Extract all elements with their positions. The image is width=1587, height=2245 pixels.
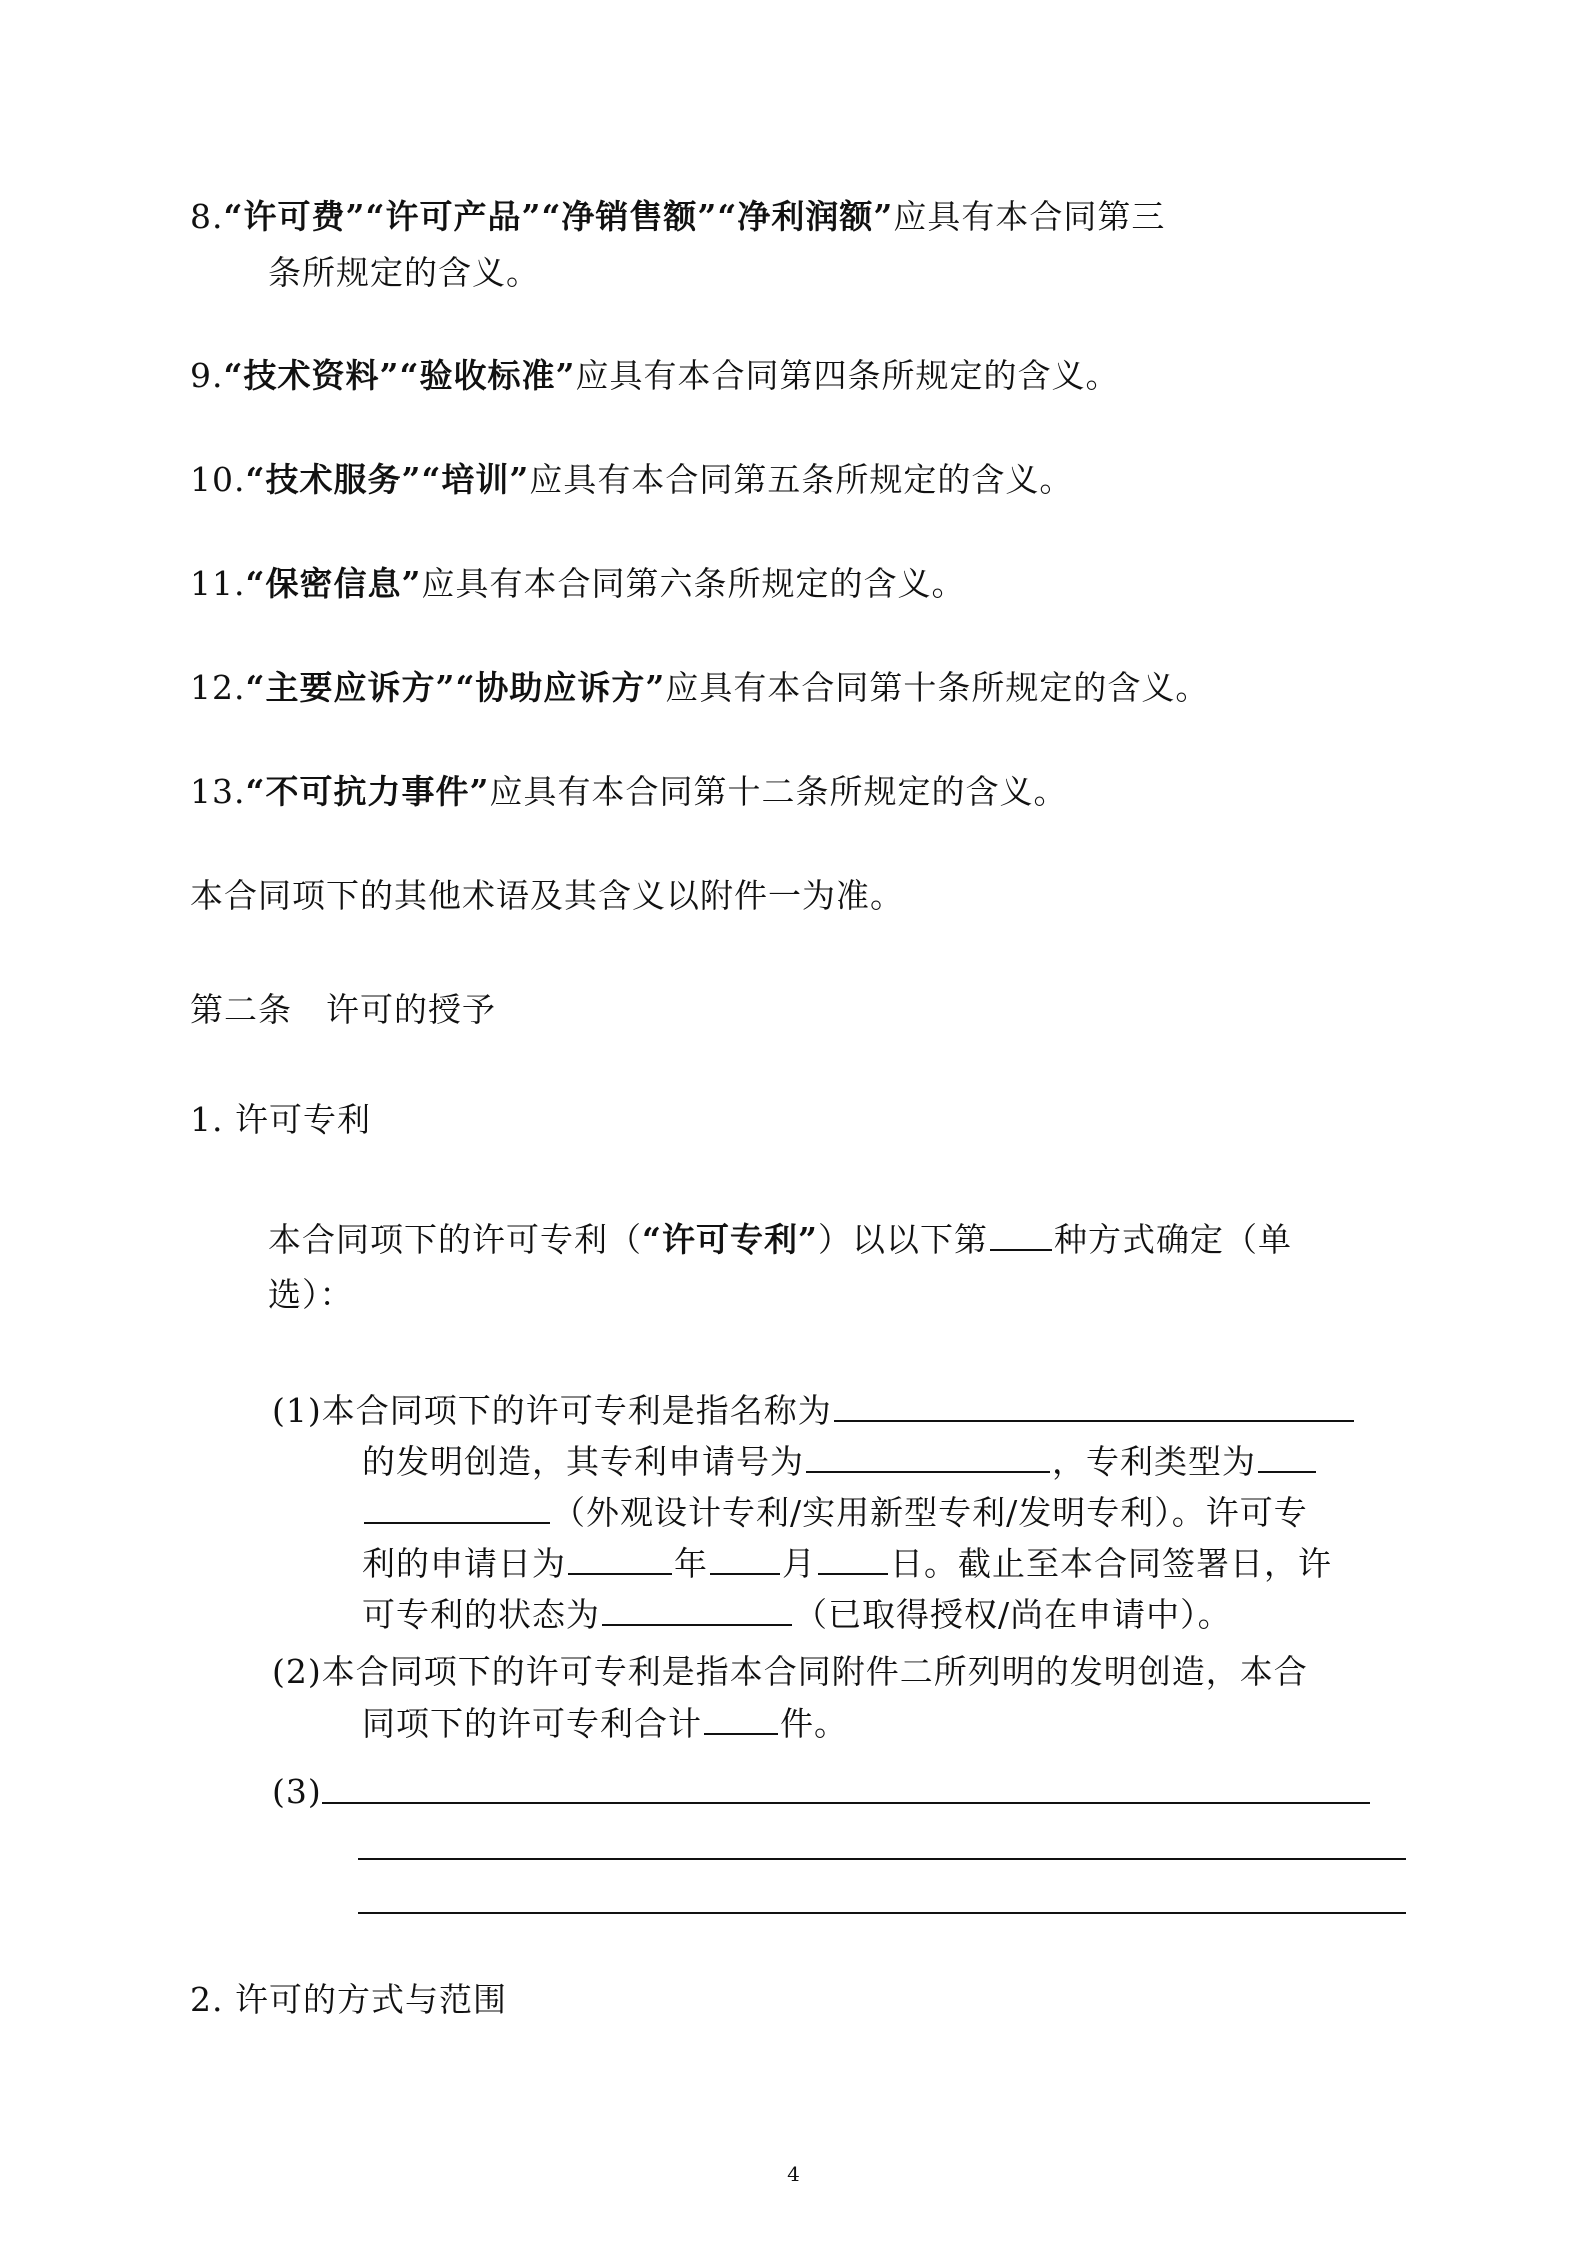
option-text: （外观设计专利/实用新型专利/发明专利）。许可专 [552,1493,1308,1532]
term: “培训” [421,460,530,499]
option-3-label: (3) [272,1772,322,1811]
option-3-blank-line-3[interactable] [358,1912,1406,1914]
option-label: (1) [272,1391,322,1430]
intro-text: 种方式确定（单 [1053,1220,1292,1259]
definition-item-12 [190,668,1209,708]
definition-text: 应具有本合同第四条所规定的含义。 [575,356,1120,395]
definition-text: 应具有本合同第三 [893,197,1166,236]
term: “协助应诉方” [455,668,666,707]
patent-name-blank[interactable] [834,1390,1354,1422]
section-title-licensed-patent: 1. 许可专利 [190,1100,371,1139]
item-number: 10. [190,460,246,499]
option-1-line-4 [362,1543,1332,1584]
intro-text: ）以以下第 [817,1220,988,1259]
selection-intro [268,1219,1292,1260]
definition-item-10 [190,460,1073,500]
item-number: 11. [190,564,246,603]
option-text: ，专利类型为 [1052,1442,1256,1481]
intro-text: 本合同项下的许可专利（ [268,1220,642,1259]
patent-type-blank-cont[interactable] [364,1492,550,1524]
term: “验收标准” [399,356,576,395]
item-number: 12. [190,668,246,707]
option-text: 年 [674,1544,708,1583]
item-number: 8. [190,197,224,236]
article-heading: 第二条 许可的授予 [190,990,496,1029]
definition-item-8-cont [268,253,540,293]
term: “技术资料” [223,356,400,395]
term: “许可专利” [642,1220,818,1259]
item-number: 9. [190,356,224,395]
definition-item-13 [190,772,1067,812]
term: “许可费” [223,197,366,236]
definition-item-8 [190,197,1165,237]
option-3-blank-line-1[interactable] [322,1802,1370,1804]
selection-intro-cont: 选）： [268,1275,354,1314]
option-text: 同项下的许可专利合计 [362,1704,702,1743]
page-number: 4 [787,2162,800,2186]
term: “技术服务” [245,460,422,499]
definition-text: 应具有本合同第五条所规定的含义。 [529,460,1074,499]
option-1-line-5 [362,1594,1232,1635]
term: “许可产品” [365,197,542,236]
option-text: 的发明创造，其专利申请号为 [362,1442,804,1481]
term: “不可抗力事件” [245,772,490,811]
option-2-line-1 [272,1652,1308,1692]
definition-text: 条所规定的含义。 [268,253,540,292]
option-2-line-2 [362,1703,848,1744]
option-1-line-1 [272,1390,1356,1431]
patent-count-blank[interactable] [704,1703,778,1735]
patent-type-blank[interactable] [1258,1441,1316,1473]
option-text: 利的申请日为 [362,1544,566,1583]
month-blank[interactable] [710,1543,780,1575]
option-text: 日。截止至本合同签署日，许 [890,1544,1332,1583]
definition-item-11 [190,564,965,604]
option-text: 本合同项下的许可专利是指名称为 [321,1391,832,1430]
option-text: （已取得授权/尚在申请中）。 [794,1595,1232,1634]
option-text: 可专利的状态为 [362,1595,600,1634]
option-1-line-2 [362,1441,1318,1482]
day-blank[interactable] [818,1543,888,1575]
patent-status-blank[interactable] [602,1594,792,1626]
year-blank[interactable] [568,1543,672,1575]
definition-item-9 [190,356,1119,396]
option-1-line-3 [362,1492,1308,1533]
option-text: 月 [782,1544,816,1583]
term: “主要应诉方” [245,668,456,707]
definition-text: 应具有本合同第十二条所规定的含义。 [489,772,1068,811]
option-label: (2) [272,1652,322,1691]
application-number-blank[interactable] [806,1441,1050,1473]
term: “净销售额” [541,197,718,236]
term: “净利润额” [717,197,894,236]
section-title-license-scope: 2. 许可的方式与范围 [190,1980,507,2019]
option-text: 本合同项下的许可专利是指本合同附件二所列明的发明创造，本合 [321,1652,1308,1691]
option-3-blank-line-2[interactable] [358,1858,1406,1860]
term: “保密信息” [245,564,422,603]
definition-text: 应具有本合同第十条所规定的含义。 [665,668,1210,707]
item-number: 13. [190,772,246,811]
method-number-blank[interactable] [990,1219,1052,1251]
option-text: 件。 [780,1704,848,1743]
definition-text: 应具有本合同第六条所规定的含义。 [421,564,966,603]
other-terms-paragraph: 本合同项下的其他术语及其含义以附件一为准。 [190,876,904,915]
